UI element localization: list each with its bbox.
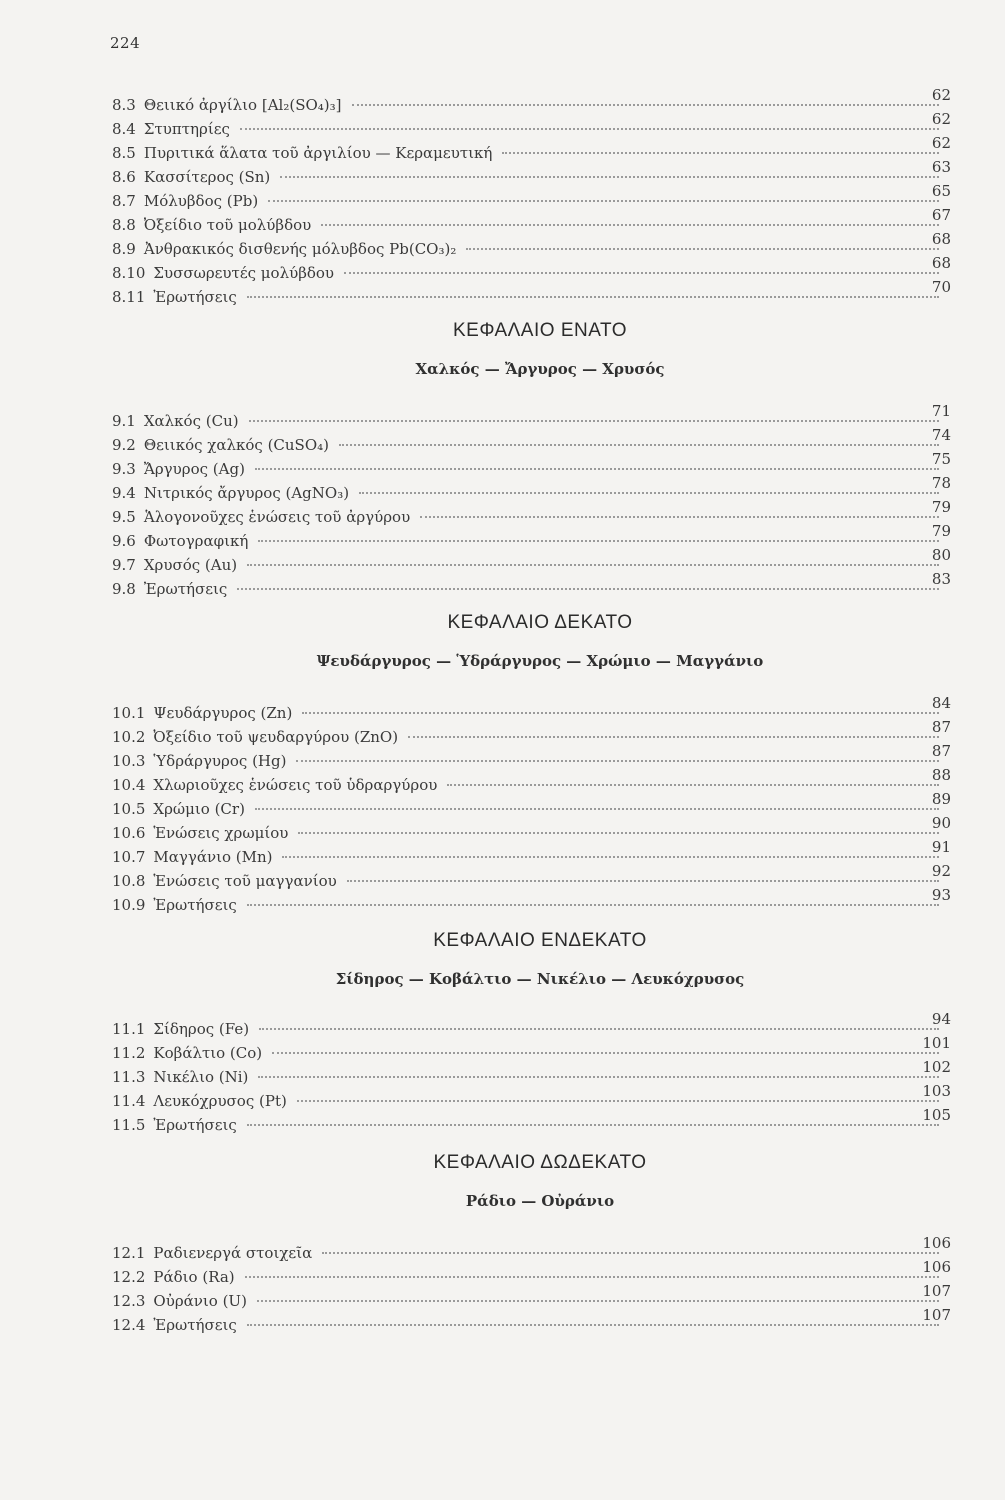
toc-entry[interactable] — [112, 158, 951, 188]
toc-entry[interactable] — [112, 546, 951, 576]
toc-entry-title: Ἁλογονοῦχες ἑνώσεις τοῦ ἀργύρου — [143, 508, 411, 526]
toc-entry-page: 90 — [931, 814, 951, 832]
toc-entry-number: 9.3 — [112, 460, 136, 478]
toc-entry-title: Σίδηρος (Fe) — [153, 1020, 250, 1038]
page-number: 224 — [110, 34, 141, 52]
toc-entry-title: Χλωριοῦχες ἑνώσεις τοῦ ὑδραργύρου — [153, 776, 438, 794]
toc-entry-number: 11.1 — [112, 1020, 146, 1038]
dot-leader — [272, 1052, 939, 1054]
toc-entry-page: 71 — [931, 402, 951, 420]
toc-entry[interactable] — [112, 1058, 951, 1088]
dot-leader — [344, 272, 939, 274]
toc-entry-page: 78 — [931, 474, 951, 492]
dot-leader — [247, 296, 939, 298]
dot-leader — [322, 1252, 939, 1254]
dot-leader — [347, 880, 939, 882]
toc-entry-page: 70 — [931, 278, 951, 296]
toc-entry-page: 88 — [931, 766, 951, 784]
toc-entry-page: 94 — [931, 1010, 951, 1028]
toc-entry-title: Θειικό ἀργίλιο [Al₂(SO₄)₃] — [143, 96, 342, 114]
dot-leader — [247, 564, 939, 566]
toc-entry-page: 62 — [931, 86, 951, 104]
toc-entry-number: 11.3 — [112, 1068, 146, 1086]
toc-entry-title: Οὐράνιο (U) — [153, 1292, 247, 1310]
toc-entry-number: 12.1 — [112, 1244, 146, 1262]
toc-entry[interactable] — [112, 570, 951, 600]
dot-leader — [237, 588, 939, 590]
toc-entry-number: 9.5 — [112, 508, 136, 526]
chapter-subtitle: Χαλκός — Ἄργυρος — Χρυσός — [415, 360, 665, 378]
toc-entry-number: 10.9 — [112, 896, 146, 914]
toc-entry-title: Ἑνώσεις χρωμίου — [153, 824, 289, 842]
chapter-heading: ΚΕΦΑΛΑΙΟ ΕΝΑΤΟ — [452, 320, 628, 341]
toc-entry-title: Θειικός χαλκός (CuSO₄) — [143, 436, 329, 454]
dot-leader — [352, 104, 940, 106]
dot-leader — [257, 1300, 939, 1302]
dot-leader — [247, 904, 939, 906]
toc-entry-page: 62 — [931, 110, 951, 128]
dot-leader — [258, 1076, 939, 1078]
toc-entry[interactable] — [112, 450, 951, 480]
toc-entry-page: 105 — [922, 1106, 951, 1124]
toc-entry-title: Ἀνθρακικός δισθενής μόλυβδος Pb(CO₃)₂ — [143, 240, 457, 258]
toc-entry-page: 80 — [931, 546, 951, 564]
toc-entry[interactable] — [112, 1106, 951, 1136]
toc-entry-number: 10.6 — [112, 824, 146, 842]
toc-entry-page: 75 — [931, 450, 951, 468]
toc-entry-number: 8.3 — [112, 96, 136, 114]
dot-leader — [258, 540, 939, 542]
toc-entry-page: 62 — [931, 134, 951, 152]
toc-entry-title: Χρώμιο (Cr) — [153, 800, 245, 818]
toc-entry-number: 11.2 — [112, 1044, 146, 1062]
toc-entry-page: 63 — [931, 158, 951, 176]
toc-entry[interactable] — [112, 206, 951, 236]
toc-entry-number: 8.6 — [112, 168, 136, 186]
dot-leader — [359, 492, 939, 494]
dot-leader — [420, 516, 939, 518]
dot-leader — [247, 1124, 939, 1126]
toc-entry-title: Νικέλιο (Ni) — [153, 1068, 249, 1086]
toc-entry-title: Μαγγάνιο (Mn) — [153, 848, 273, 866]
toc-entry[interactable] — [112, 886, 951, 916]
toc-entry-title: Ὀξείδιο τοῦ μολύβδου — [143, 216, 312, 234]
toc-entry-title: Ἐρωτήσεις — [143, 580, 228, 598]
dot-leader — [502, 152, 939, 154]
toc-entry[interactable] — [112, 1258, 951, 1288]
dot-leader — [247, 1324, 939, 1326]
toc-entry-number: 9.7 — [112, 556, 136, 574]
toc-entry-title: Χαλκός (Cu) — [143, 412, 239, 430]
toc-entry[interactable] — [112, 718, 951, 748]
toc-entry-number: 9.1 — [112, 412, 136, 430]
toc-entry-number: 8.9 — [112, 240, 136, 258]
dot-leader — [245, 1276, 939, 1278]
toc-entry-number: 8.8 — [112, 216, 136, 234]
toc-entry-page: 83 — [931, 570, 951, 588]
toc-entry-page: 79 — [931, 522, 951, 540]
toc-entry[interactable] — [112, 278, 951, 308]
toc-entry-title: Μόλυβδος (Pb) — [143, 192, 259, 210]
chapter-subtitle: Ψευδάργυρος — Ὑδράργυρος — Χρώμιο — Μαγγάνιο — [316, 652, 764, 670]
toc-entry[interactable] — [112, 742, 951, 772]
toc-entry[interactable] — [112, 790, 951, 820]
toc-entry-number: 12.3 — [112, 1292, 146, 1310]
chapter-subtitle: Ράδιο — Οὐράνιο — [465, 1192, 615, 1210]
toc-entry[interactable] — [112, 182, 951, 212]
toc-entry[interactable] — [112, 86, 951, 116]
toc-entry[interactable] — [112, 1234, 951, 1264]
toc-entry-page: 106 — [922, 1258, 951, 1276]
toc-entry-title: Χρυσός (Au) — [143, 556, 238, 574]
toc-entry-page: 107 — [922, 1282, 951, 1300]
toc-entry-page: 65 — [931, 182, 951, 200]
toc-entry[interactable] — [112, 474, 951, 504]
toc-entry-title: Ράδιο (Ra) — [153, 1268, 235, 1286]
toc-entry[interactable] — [112, 134, 951, 164]
toc-entry-page: 68 — [931, 230, 951, 248]
toc-entry-title: Κοβάλτιο (Co) — [153, 1044, 263, 1062]
toc-entry-number: 11.4 — [112, 1092, 146, 1110]
toc-entry-title: Ραδιενεργά στοιχεῖα — [153, 1244, 313, 1262]
toc-entry-title: Ἐρωτήσεις — [153, 1316, 237, 1334]
dot-leader — [447, 784, 939, 786]
toc-entry-title: Ἐρωτήσεις — [153, 1116, 237, 1134]
chapter-heading: ΚΕΦΑΛΑΙΟ ΔΕΚΑΤΟ — [447, 612, 633, 633]
dot-leader — [296, 760, 939, 762]
toc-entry-page: 68 — [931, 254, 951, 272]
toc-entry-page: 87 — [931, 718, 951, 736]
toc-entry-number: 10.5 — [112, 800, 146, 818]
toc-entry[interactable] — [112, 838, 951, 868]
toc-entry-number: 9.8 — [112, 580, 136, 598]
toc-entry[interactable] — [112, 862, 951, 892]
toc-entry-page: 67 — [931, 206, 951, 224]
dot-leader — [466, 248, 939, 250]
toc-entry-page: 93 — [931, 886, 951, 904]
toc-entry-page: 87 — [931, 742, 951, 760]
toc-entry-title: Ὀξείδιο τοῦ ψευδαργύρου (ZnO) — [153, 728, 399, 746]
toc-entry[interactable] — [112, 1010, 951, 1040]
toc-entry-title: Ὑδράργυρος (Hg) — [153, 752, 287, 770]
dot-leader — [339, 444, 939, 446]
toc-entry-page: 74 — [931, 426, 951, 444]
toc-entry[interactable] — [112, 110, 951, 140]
toc-entry[interactable] — [112, 1282, 951, 1312]
toc-entry-number: 10.7 — [112, 848, 146, 866]
toc-entry-title: Ἄργυρος (Ag) — [143, 460, 245, 478]
toc-entry[interactable] — [112, 694, 951, 724]
toc-entry[interactable] — [112, 402, 951, 432]
toc-entry-number: 11.5 — [112, 1116, 146, 1134]
toc-entry-title: Ἐρωτήσεις — [153, 896, 237, 914]
toc-entry-number: 9.6 — [112, 532, 136, 550]
dot-leader — [280, 176, 939, 178]
toc-entry-title: Νιτρικός ἄργυρος (AgNO₃) — [143, 484, 350, 502]
dot-leader — [268, 200, 939, 202]
dot-leader — [408, 736, 939, 738]
toc-entry-title: Ἑνώσεις τοῦ μαγγανίου — [153, 872, 337, 890]
toc-entry-page: 107 — [922, 1306, 951, 1324]
chapter-subtitle: Σίδηρος — Κοβάλτιο — Νικέλιο — Λευκόχρυσος — [335, 970, 745, 988]
toc-entry-number: 8.4 — [112, 120, 136, 138]
toc-entry[interactable] — [112, 230, 951, 260]
toc-entry-number: 10.4 — [112, 776, 146, 794]
dot-leader — [249, 420, 939, 422]
toc-entry-page: 106 — [922, 1234, 951, 1252]
toc-entry-number: 10.3 — [112, 752, 146, 770]
toc-entry-page: 91 — [931, 838, 951, 856]
dot-leader — [259, 1028, 939, 1030]
toc-entry[interactable] — [112, 522, 951, 552]
toc-entry-title: Συσσωρευτές μολύβδου — [153, 264, 335, 282]
toc-entry-title: Ψευδάργυρος (Zn) — [153, 704, 293, 722]
toc-entry-number: 10.8 — [112, 872, 146, 890]
dot-leader — [282, 856, 939, 858]
dot-leader — [298, 832, 939, 834]
toc-entry[interactable] — [112, 498, 951, 528]
dot-leader — [302, 712, 939, 714]
toc-entry-page: 79 — [931, 498, 951, 516]
toc-entry[interactable] — [112, 426, 951, 456]
toc-entry-page: 102 — [922, 1058, 951, 1076]
dot-leader — [255, 808, 939, 810]
toc-entry-number: 12.2 — [112, 1268, 146, 1286]
toc-entry-number: 9.4 — [112, 484, 136, 502]
toc-entry-title: Κασσίτερος (Sn) — [143, 168, 271, 186]
toc-entry-page: 84 — [931, 694, 951, 712]
toc-entry-page: 101 — [922, 1034, 951, 1052]
toc-entry[interactable] — [112, 1306, 951, 1336]
toc-entry-number: 8.5 — [112, 144, 136, 162]
toc-entry[interactable] — [112, 1082, 951, 1112]
toc-entry-page: 103 — [922, 1082, 951, 1100]
dot-leader — [255, 468, 939, 470]
toc-entry-number: 8.10 — [112, 264, 146, 282]
toc-entry-number: 8.7 — [112, 192, 136, 210]
dot-leader — [240, 128, 939, 130]
toc-entry[interactable] — [112, 814, 951, 844]
toc-entry-number: 10.1 — [112, 704, 146, 722]
toc-entry[interactable] — [112, 254, 951, 284]
toc-entry-number: 10.2 — [112, 728, 146, 746]
toc-entry-number: 9.2 — [112, 436, 136, 454]
toc-entry-title: Λευκόχρυσος (Pt) — [153, 1092, 287, 1110]
toc-entry-title: Ἐρωτήσεις — [153, 288, 237, 306]
toc-entry[interactable] — [112, 1034, 951, 1064]
toc-entry-title: Φωτογραφική — [143, 532, 249, 550]
toc-entry-title: Πυριτικά ἅλατα τοῦ ἀργιλίου — Κεραμευτική — [143, 144, 493, 162]
chapter-heading: ΚΕΦΑΛΑΙΟ ΕΝΔΕΚΑΤΟ — [433, 930, 647, 951]
dot-leader — [321, 224, 939, 226]
chapter-heading: ΚΕΦΑΛΑΙΟ ΔΩΔΕΚΑΤΟ — [433, 1152, 647, 1173]
toc-entry-title: Στυπτηρίες — [143, 120, 230, 138]
toc-entry-number: 8.11 — [112, 288, 146, 306]
toc-entry[interactable] — [112, 766, 951, 796]
toc-entry-page: 92 — [931, 862, 951, 880]
toc-entry-page: 89 — [931, 790, 951, 808]
toc-entry-number: 12.4 — [112, 1316, 146, 1334]
dot-leader — [297, 1100, 939, 1102]
